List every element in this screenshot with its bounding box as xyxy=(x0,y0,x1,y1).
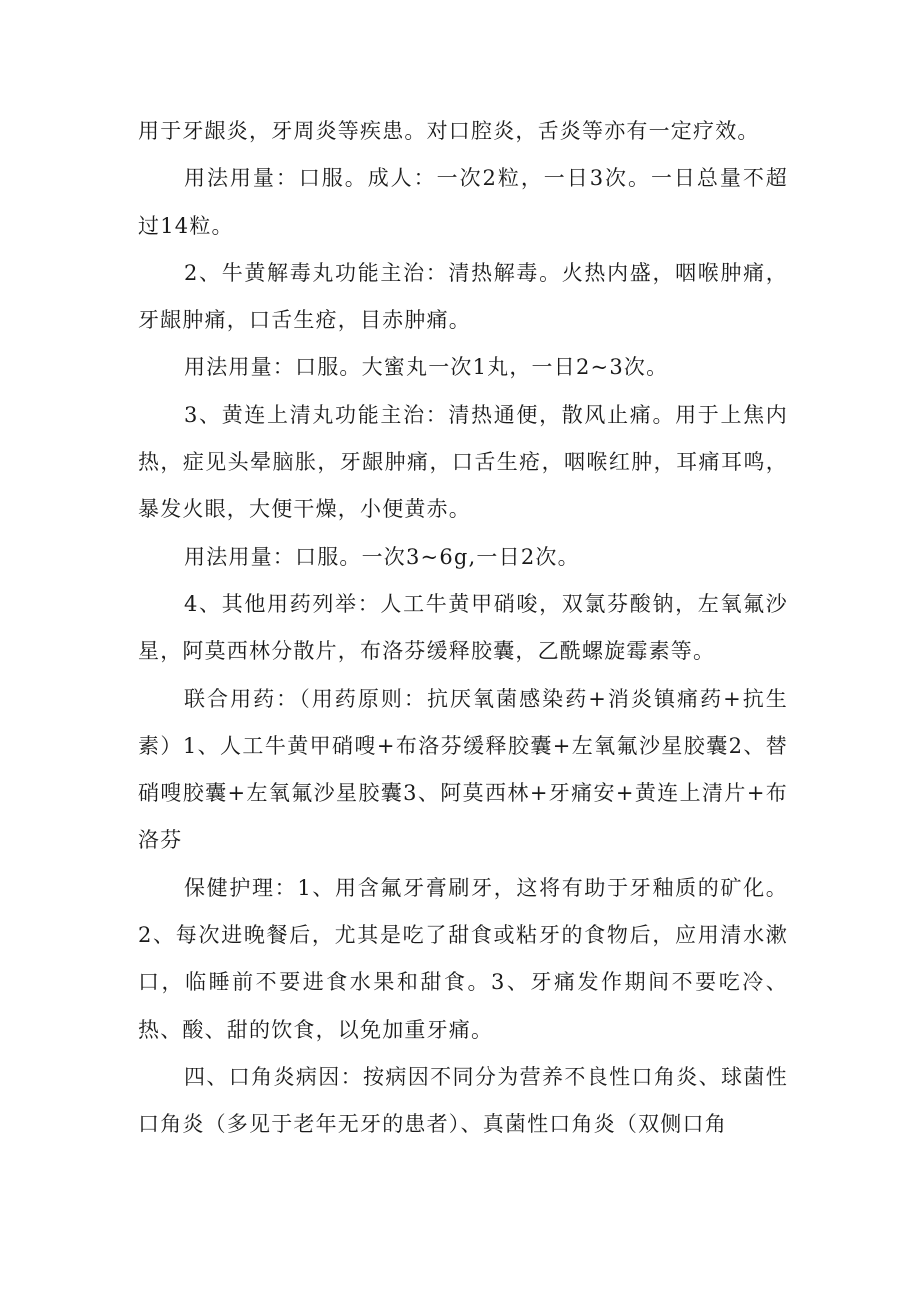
paragraph-niuhuang-jiedu: 2、牛黄解毒丸功能主治：清热解毒。火热内盛，咽喉肿痛，牙龈肿痛，口舌生疮，目赤肿痛。 xyxy=(138,260,788,333)
paragraph-angular-cheilitis: 四、口角炎病因：按病因不同分为营养不良性口角炎、球菌性口角炎（多见于老年无牙的患者）、真菌性口角炎（双侧口角 xyxy=(138,1064,788,1137)
paragraph-oral-indications: 用于牙龈炎，牙周炎等疾患。对口腔炎，舌炎等亦有一定疗效。 xyxy=(138,119,760,143)
paragraph-dosage-1: 用法用量：口服。成人：一次2粒，一日3次。一日总量不超过14粒。 xyxy=(138,166,788,238)
paragraph-huanglian-shangqing: 3、黄连上清丸功能主治：清热通便，散风止痛。用于上焦内热，症见头晕脑胀，牙龈肿痛，口舌生疮，咽喉红肿，耳痛耳鸣，暴发火眼，大便干燥，小便黄赤。 xyxy=(138,402,788,522)
paragraph-health-care: 保健护理：1、用含氟牙膏刷牙，这将有助于牙釉质的矿化。2、每次进晚餐后，尤其是吃了甜食或粘牙的食物后，应用清水漱口，临睡前不要进食水果和甜食。3、牙痛发作期间不要吃冷、热、酸、甜的饮食，以免加重牙痛。 xyxy=(138,875,788,1042)
paragraph-other-drugs: 4、其他用药列举：人工牛黄甲硝唆，双氯芬酸钠，左氧氟沙星，阿莫西林分散片，布洛芬缓释胶囊，乙酰螺旋霉素等。 xyxy=(138,591,788,664)
paragraph-combination: 联合用药：（用药原则：抗厌氧菌感染药+消炎镇痛药+抗生素）1、人工牛黄甲硝嗖+布洛芬缓释胶囊+左氧氟沙星胶囊2、替硝嗖胶囊+左氧氟沙星胶囊3、阿莫西林+牙痛安+黄连上清片+布洛芬 xyxy=(138,686,788,853)
paragraph-dosage-3: 用法用量：口服。一次3~6g,一日2次。 xyxy=(184,544,580,569)
document-body xyxy=(138,108,788,1149)
paragraph-dosage-2: 用法用量：口服。大蜜丸一次1丸，一日2~3次。 xyxy=(184,355,669,380)
